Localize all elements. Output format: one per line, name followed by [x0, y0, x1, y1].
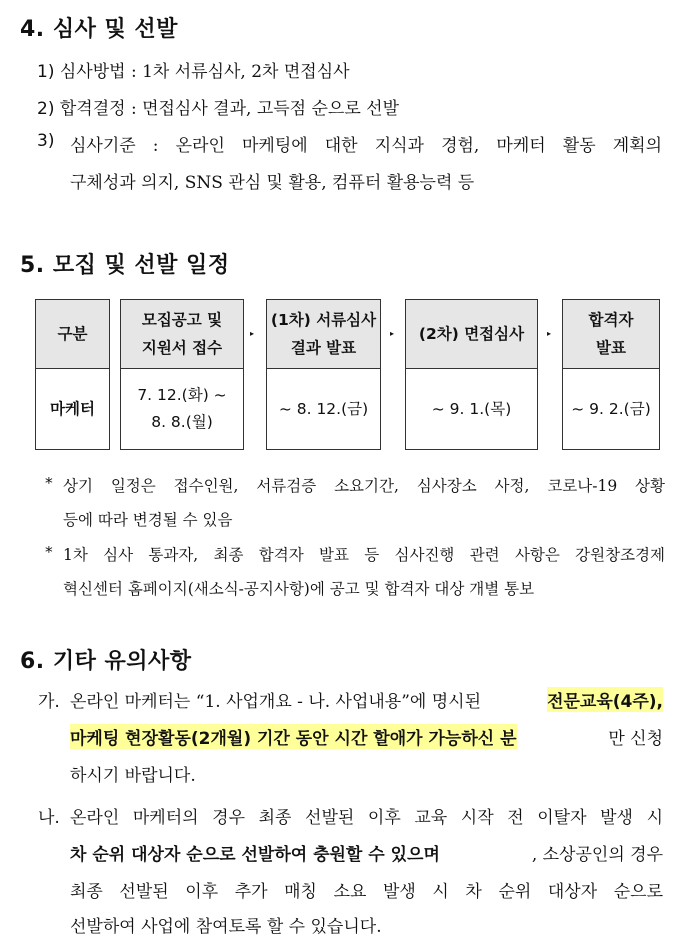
notice-na-line-2: [70, 840, 663, 865]
notice-na-line-1: [38, 803, 663, 828]
schedule-note-1-continued: 등에 따라 변경될 수 있음: [63, 511, 233, 529]
section-4-title: 4. 심사 및 선발: [20, 17, 178, 42]
schedule-note-2: [45, 543, 665, 565]
arrow-icon: ▸: [390, 329, 395, 338]
schedule-note-2-continued: 혁신센터 홈페이지(새소식-공지사항)에 공고 및 합격자 대상 개별 통보: [63, 580, 535, 598]
notice-text: , 소상공인의 경우: [531, 845, 663, 865]
bold-refill-policy: 차 순위 대상자 순으로 선발하여 충원할 수 있으며: [70, 845, 440, 865]
item-number: 3): [37, 131, 55, 151]
note-mark: *: [45, 474, 53, 492]
schedule-note-1: [45, 474, 665, 496]
criteria-item-1: [37, 57, 350, 82]
item-number: 2): [37, 99, 55, 119]
notice-mark: 가.: [38, 692, 60, 712]
notice-text: 온라인 마케터는 “1. 사업개요 - 나. 사업내용”에 명시된: [70, 692, 482, 712]
cell-document-result-date: ~ 8. 12.(금): [266, 368, 381, 450]
notice-text: 만 신청: [608, 729, 663, 749]
note-text: 상기 일정은 접수인원, 서류검증 소요기간, 심사장소 사정, 코로나-19 상황: [63, 477, 665, 495]
section-5-title: 5. 모집 및 선발 일정: [20, 253, 230, 278]
criteria-item-3: [37, 131, 662, 156]
item-number: 1): [37, 62, 55, 82]
arrow-icon: ▸: [250, 329, 255, 338]
notice-ga-line-2: [70, 724, 663, 749]
header-recruit: 모집공고 및 지원서 접수: [120, 299, 244, 369]
highlight-education-period: 전문교육(4주),: [547, 687, 663, 712]
row-label-marketer: 마케터: [35, 368, 110, 450]
header-final-result: 합격자 발표: [562, 299, 660, 369]
cell-final-result-date: ~ 9. 2.(금): [562, 368, 660, 450]
note-text: 1차 심사 통과자, 최종 합격자 발표 등 심사진행 관련 사항은 강원창조경제: [63, 546, 665, 564]
cell-interview-date: ~ 9. 1.(목): [405, 368, 538, 450]
item-text: 합격결정 : 면접심사 결과, 고득점 순으로 선발: [59, 99, 400, 119]
header-interview: (2차) 면접심사: [405, 299, 538, 369]
header-document-review: (1차) 서류심사 결과 발표: [266, 299, 381, 369]
note-mark: *: [45, 543, 53, 561]
criteria-item-2: [37, 94, 399, 119]
notice-text: 온라인 마케터의 경우 최종 선발된 이후 교육 시작 전 이탈자 발생 시: [70, 808, 663, 828]
item-text: 심사기준 : 온라인 마케팅에 대한 지식과 경험, 마케터 활동 계획의: [70, 136, 662, 156]
notice-na-line-3: 최종 선발된 이후 추가 매칭 소요 발생 시 차 순위 대상자 순으로: [70, 882, 663, 902]
notice-na-line-4: 선발하여 사업에 참여토록 할 수 있습니다.: [70, 917, 382, 937]
notice-mark: 나.: [38, 808, 60, 828]
notice-ga-line-1: [38, 687, 663, 712]
cell-recruit-period: 7. 12.(화) ~ 8. 8.(월): [120, 368, 244, 450]
notice-ga-line-3: 하시기 바랍니다.: [70, 766, 196, 786]
header-category: 구분: [35, 299, 110, 369]
criteria-item-3-continued: 구체성과 의지, SNS 관심 및 활용, 컴퓨터 활용능력 등: [70, 173, 475, 193]
arrow-icon: ▸: [547, 329, 552, 338]
section-6-title: 6. 기타 유의사항: [20, 649, 192, 674]
item-text: 심사방법 : 1차 서류심사, 2차 면접심사: [59, 62, 350, 82]
highlight-field-activity: 마케팅 현장활동(2개월) 기간 동안 시간 할애가 가능하신 분: [70, 724, 517, 749]
